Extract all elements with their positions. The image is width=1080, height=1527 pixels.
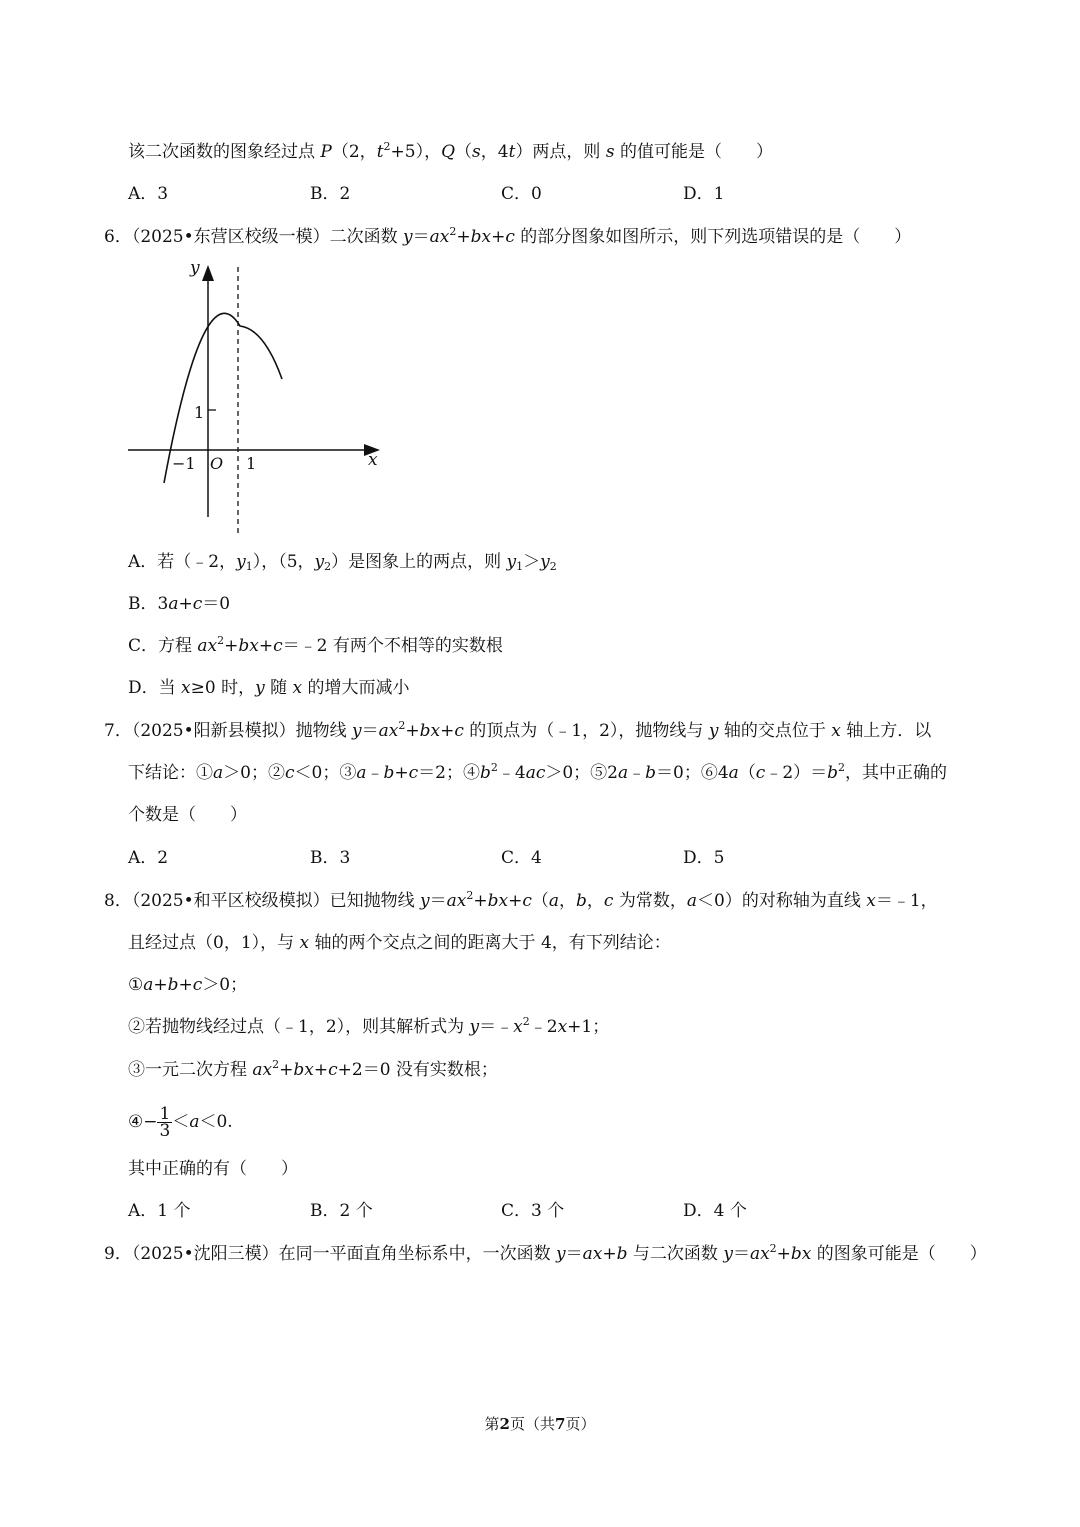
q5-option-d: D．1 bbox=[683, 184, 725, 204]
q5-stem: 该二次函数的图象经过点 P（2，$t^2+5$），Q（s，4t）两点，则 s 的值可能是（ ） bbox=[128, 140, 773, 162]
origin-label: O bbox=[210, 454, 224, 473]
q8-conclusion-2: ②若抛物线经过点（﹣1，2），则其解析式为 $y=﹣x^2﹣2x+1$； bbox=[128, 1015, 610, 1037]
q7-option-a: A．2 bbox=[128, 848, 169, 868]
q6-stem: 6．（2025•东营区校级一模）二次函数 $y=ax^2+bx+c$ 的部分图象如图所示，则下列选项错误的是（ ） bbox=[104, 225, 912, 247]
q8-prompt: 其中正确的有（ ） bbox=[128, 1159, 298, 1179]
q7-source: （2025•阳新县模拟） bbox=[131, 721, 296, 741]
page-footer: 第2页（共7页） bbox=[484, 1415, 596, 1433]
q5-option-c: C．0 bbox=[501, 184, 542, 204]
q8-option-a: A．1 个 bbox=[128, 1201, 191, 1221]
q7-stem-line3: 个数是（ ） bbox=[128, 805, 247, 825]
q9-stem: 9．（2025•沈阳三模）在同一平面直角坐标系中，一次函数 y＝ax+b 与二次函数 $y=ax^2+bx$ 的图象可能是（ ） bbox=[104, 1242, 987, 1264]
q8-stem-line1: 8．（2025•和平区校级模拟）已知抛物线 $y=ax^2+bx+c(a$，b，c 为常数，a＜0）的对称轴为直线 x＝﹣1， bbox=[104, 889, 938, 911]
q8-stem-line2: 且经过点（0，1），与 x 轴的两个交点之间的距离大于 4，有下列结论： bbox=[128, 933, 671, 953]
q6-option-b: B．3a+c＝0 bbox=[128, 594, 231, 614]
y-tick-1-label: 1 bbox=[194, 403, 205, 422]
x-tick-neg1-label: −1 bbox=[172, 454, 196, 473]
q6-option-c: C．方程 $ax^2+bx+c=﹣2$ 有两个不相等的实数根 bbox=[128, 634, 503, 656]
q7-stem-line2: 下结论：①a＞0；②c＜0；③a﹣b+c＝2；$④b^2﹣4ac>0$；⑤2a﹣b＝0；$⑥4a(c﹣2)=b^2$，其中正确的 bbox=[128, 761, 948, 783]
q8-option-c: C．3 个 bbox=[501, 1201, 565, 1221]
q8-source: （2025•和平区校级模拟） bbox=[131, 891, 330, 911]
q9-number: 9． bbox=[104, 1244, 132, 1264]
total-pages: 7 bbox=[555, 1415, 566, 1433]
q6-option-a: A．若（﹣2，$y_1$），（5，$y_2$）是图象上的两点，则 $y_1>y_2$ bbox=[128, 552, 557, 573]
y-axis-arrow bbox=[202, 265, 214, 281]
q6-option-d: D．当 x≥0 时，y 随 x 的增大而减小 bbox=[128, 678, 410, 698]
q6-number: 6． bbox=[104, 227, 132, 247]
q7-stem-line1: 7．（2025•阳新县模拟）抛物线 $y=ax^2+bx+c$ 的顶点为（﹣1，2），抛物线与 y 轴的交点位于 x 轴上方．以 bbox=[104, 719, 932, 741]
x-tick-1-label: 1 bbox=[246, 454, 257, 473]
q7-option-c: C．4 bbox=[501, 848, 542, 868]
x-axis-label: x bbox=[368, 450, 378, 470]
q5-option-b: B．2 bbox=[310, 184, 351, 204]
q6-source: （2025•东营区校级一模） bbox=[131, 227, 330, 247]
q7-number: 7． bbox=[104, 721, 132, 741]
q8-conclusion-1: ①a+b+c＞0； bbox=[128, 975, 248, 995]
q8-conclusion-4: ④− $\frac{1}{3}$ ＜a＜0. bbox=[128, 1104, 233, 1141]
q8-number: 8． bbox=[104, 891, 132, 911]
q7-option-d: D．5 bbox=[683, 848, 725, 868]
q8-option-d: D．4 个 bbox=[683, 1201, 747, 1221]
y-axis-label: y bbox=[190, 258, 200, 278]
q6-parabola-graph bbox=[128, 255, 388, 540]
fraction-one-third: $\frac{1}{3}$ bbox=[159, 1104, 171, 1141]
q9-source: （2025•沈阳三模） bbox=[131, 1244, 279, 1264]
q8-conclusion-3: ③一元二次方程 $ax^2+bx+c+2=0$ 没有实数根； bbox=[128, 1058, 498, 1080]
q7-option-b: B．3 bbox=[310, 848, 351, 868]
current-page: 2 bbox=[499, 1415, 510, 1433]
q5-option-a: A．3 bbox=[128, 184, 169, 204]
q8-option-b: B．2 个 bbox=[310, 1201, 373, 1221]
